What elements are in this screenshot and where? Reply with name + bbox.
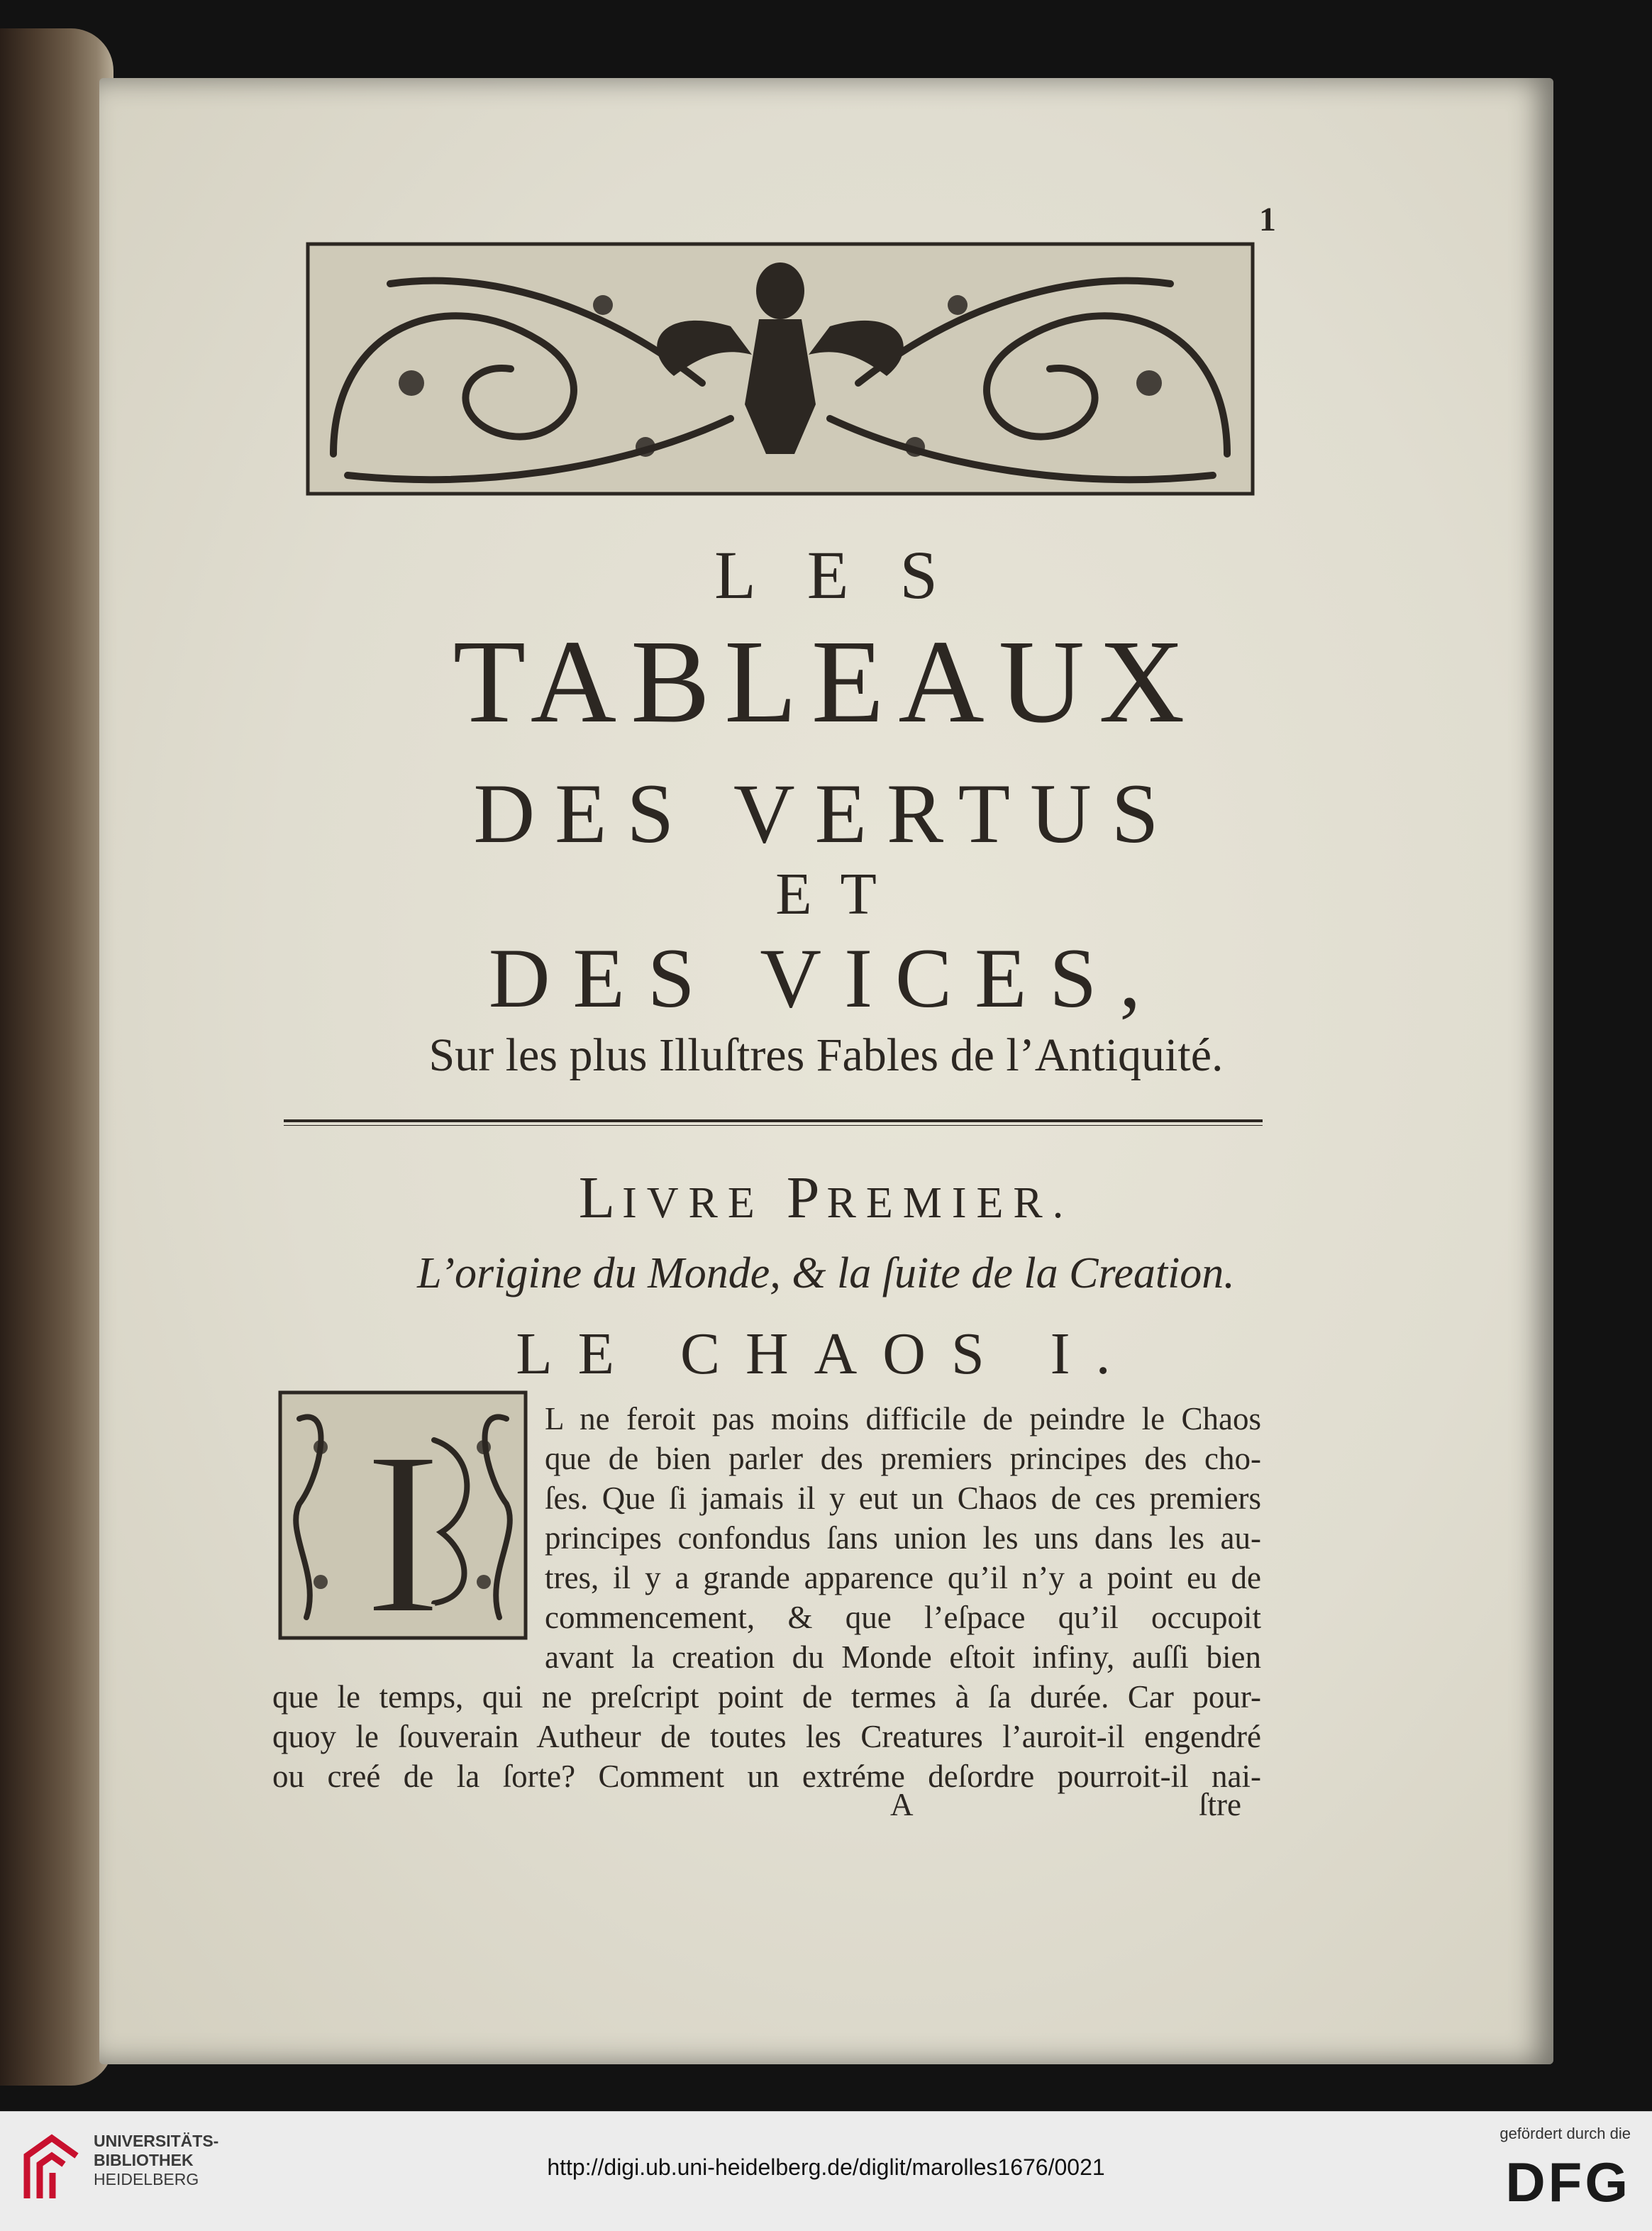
funding-label: gefördert durch die bbox=[1499, 2125, 1631, 2142]
body-line-7: avant la creation du Monde eſtoit infiny, auſſi bien bbox=[545, 1639, 1261, 1675]
dfg-logo[interactable]: DFG bbox=[1505, 2151, 1631, 2213]
body-line-6: commencement, & que l’eſpace qu’il occupoit bbox=[545, 1600, 1261, 1635]
body-line-5: tres, il y a grande apparence qu’il n’y a point eu de bbox=[545, 1560, 1261, 1595]
title-des-vices: DES VICES, bbox=[488, 931, 1164, 1025]
page-number: 1 bbox=[1259, 201, 1276, 238]
body-line-9: quoy le ſouverain Autheur de toutes les Creatures l’auroit-il engendré bbox=[272, 1719, 1261, 1754]
book-subheading: L’origine du Monde, & la ſuite de la Creation. bbox=[417, 1249, 1235, 1297]
title-et: ET bbox=[775, 861, 905, 927]
permalink-url[interactable]: http://digi.ub.uni-heidelberg.de/diglit/marolles1676/0021 bbox=[547, 2154, 1105, 2180]
body-line-8: que le temps, qui ne preſcript point de termes à ſa durée. Car pour- bbox=[272, 1679, 1261, 1715]
chapter-heading: LE CHAOS I. bbox=[516, 1321, 1136, 1387]
book-heading-rest-1: IVRE bbox=[622, 1179, 765, 1227]
body-line-10: ou creé de la ſorte? Comment un extréme deſordre pourroit-il nai- bbox=[272, 1759, 1261, 1794]
institution-line-2: BIBLIOTHEK bbox=[94, 2151, 194, 2169]
signature-mark: A bbox=[890, 1787, 914, 1822]
decorated-initial bbox=[278, 1390, 528, 1640]
ornamental-headpiece bbox=[305, 241, 1255, 497]
initial-letter: I bbox=[364, 1404, 442, 1640]
title-rule bbox=[284, 1119, 1263, 1126]
body-line-1: L ne feroit pas moins difficile de peindre le Chaos bbox=[545, 1401, 1261, 1436]
title-subtitle: Sur les plus Illuſtres Fables de l’Antiquité. bbox=[428, 1029, 1224, 1081]
viewer-footer bbox=[0, 2111, 1652, 2231]
body-line-2: que de bien parler des premiers principes des cho- bbox=[545, 1441, 1261, 1476]
book-heading-rest-2: REMIER. bbox=[826, 1179, 1074, 1227]
title-tableaux: TABLEAUX bbox=[453, 616, 1199, 748]
title-les: LES bbox=[714, 537, 989, 613]
book-heading-cap-2: P bbox=[786, 1165, 827, 1231]
book-heading bbox=[0, 1163, 1652, 1232]
title-des-vertus: DES VERTUS bbox=[473, 766, 1179, 860]
catchword: ſtre bbox=[1199, 1787, 1241, 1822]
body-line-3: ſes. Que ſi jamais il y eut un Chaos de ces premiers bbox=[545, 1480, 1261, 1516]
book-heading-cap-1: L bbox=[578, 1165, 623, 1231]
institution-line-1: UNIVERSITÄTS- bbox=[94, 2132, 219, 2150]
body-line-4: principes confondus ſans union les uns dans les au- bbox=[545, 1520, 1261, 1556]
institution-line-3: HEIDELBERG bbox=[94, 2170, 199, 2188]
